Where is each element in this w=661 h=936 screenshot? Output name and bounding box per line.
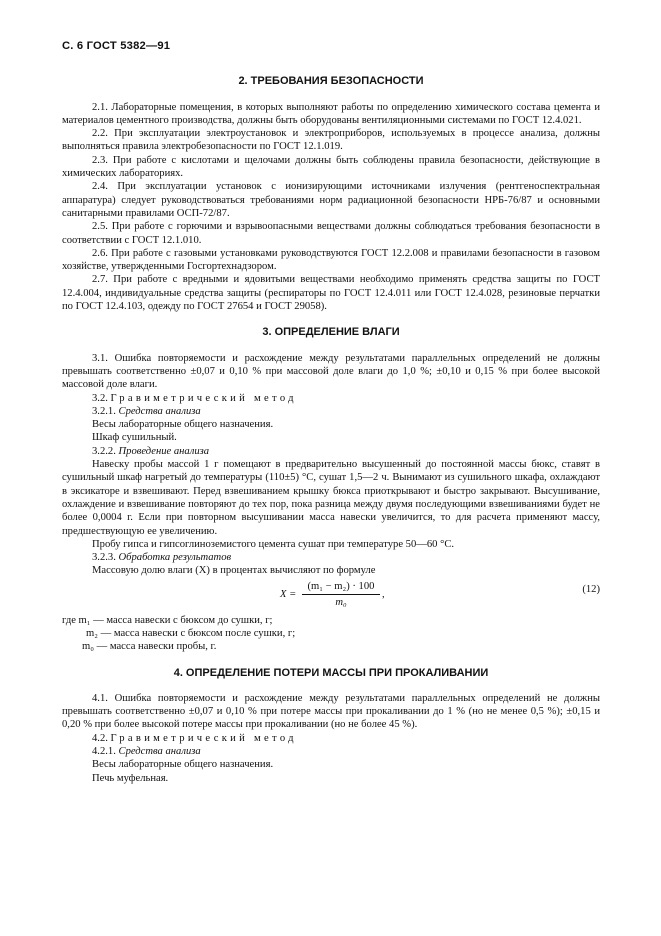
equipment-scales: Весы лабораторные общего назначения. <box>92 419 274 431</box>
paragraph-4-2-1 <box>62 745 600 758</box>
paragraph-3-2-3 <box>62 551 600 564</box>
clause-number: 3.2. <box>92 392 108 404</box>
document-page <box>62 40 600 785</box>
formula-number: (12) <box>582 583 600 595</box>
method-name: Гравиметрический метод <box>110 392 297 404</box>
equipment-oven: Шкаф сушильный. <box>92 432 177 444</box>
formula-lhs: X = <box>280 588 297 600</box>
procedure-text: Навеску пробы массой 1 г помещают в предварительно высушенный до постоянной массы бюкс, ставят в сушильный шкаф нагретый до температуры (110±5) °С, сушат 1,5—2 ч. Вынимают из сушильного шкафа, охлаждают в эксикаторе и взвешивают. Перед взвешиванием крышку бюкса приоткрывают и быстро закрывают. Высушивание, охлаждение и взвешивание повторяют до тех пор, пока разница между двумя последующими взвешиваниями будет не более 0,0004 г. Если при повторном высушивании масса навески увеличится, то для расчета применяют массу, предшествующую ее увеличению. <box>62 459 600 537</box>
paragraph-2-6: 2.6. При работе с газовыми установками руководствуются ГОСТ 12.2.008 и правилами безопасности в газовом хозяйстве, утвержденными Госгортехнадзором. <box>62 247 600 273</box>
legend-m2: m₂ — масса навески с бюксом после сушки, г; <box>86 627 296 639</box>
section-2-title: 2. ТРЕБОВАНИЯ БЕЗОПАСНОСТИ <box>238 75 424 88</box>
formula-fraction <box>302 580 380 610</box>
clause-title: Проведение анализа <box>118 445 210 457</box>
paragraph-2-4: 2.4. При эксплуатации установок с ионизирующими источниками излучения (рентгеноспектральная аппаратура) следует руководствоваться требованиями норм радиационной безопасности НРБ-76/87 и основными санитарными правилами ОСП-72/87. <box>62 181 600 219</box>
paragraph-4-1: 4.1. Ошибка повторяемости и расхождение между результатами параллельных определений не должны превышать соответственно ±0,07 и 0,10 % при потере массы при прокаливании до 1 % (но не менее 0,5 %); ±0,15 и 0,20 % при более высокой потере массы при прокаливании (но не более 45 %). <box>62 692 600 731</box>
section-4-title: 4. ОПРЕДЕЛЕНИЕ ПОТЕРИ МАССЫ ПРИ ПРОКАЛИВАНИИ <box>173 666 489 679</box>
section-3-title: 3. ОПРЕДЕЛЕНИЕ ВЛАГИ <box>262 326 400 339</box>
formula-comma: , <box>382 588 385 600</box>
calculation-intro: Массовую долю влаги (X) в процентах вычисляют по формуле <box>92 565 376 577</box>
clause-number: 4.2.1. <box>92 746 116 758</box>
moisture-formula <box>62 580 600 612</box>
paragraph-3-1: 3.1. Ошибка повторяемости и расхождение между результатами параллельных определений не должны превышать соответственно ±0,07 и 0,10 % при массовой доле влаги до 1,0 %; ±0,10 и 0,15 % при более высокой массовой доле влаги. <box>62 352 600 391</box>
paragraph-2-1: 2.1. Лабораторные помещения, в которых выполняют работы по определению химического состава цемента и материалов цементного производства, должны быть оборудованы вентиляционными системами по ГОСТ 12.4.021. <box>62 101 600 126</box>
formula-numerator: (m₁ − m₂) · 100 <box>302 580 380 595</box>
legend-m0: m₀ — масса навески пробы, г. <box>82 641 217 653</box>
page-header: С. 6 ГОСТ 5382—91 <box>62 40 171 52</box>
clause-number: 4.2. <box>92 732 108 744</box>
formula-denominator: m₀ <box>335 596 347 608</box>
paragraph-2-5: 2.5. При работе с горючими и взрывоопасными веществами должны соблюдаться требования безопасности в соответствии с ГОСТ 12.1.010. <box>62 221 600 246</box>
clause-title: Средства анализа <box>118 405 201 417</box>
method-name: Гравиметрический метод <box>110 732 297 744</box>
legend-m1: где m₁ — масса навески с бюксом до сушки, г; <box>62 614 273 626</box>
clause-title: Средства анализа <box>118 746 201 758</box>
equipment-scales-2: Весы лабораторные общего назначения. <box>92 759 274 771</box>
clause-number: 3.2.2. <box>92 445 116 457</box>
clause-title: Обработка результатов <box>118 552 232 564</box>
clause-number: 3.2.3. <box>92 552 116 564</box>
paragraph-2-7: 2.7. При работе с вредными и ядовитыми веществами необходимо применять средства защиты по ГОСТ 12.4.004, индивидуальные средства защиты (респираторы по ГОСТ 12.4.011 или ГОСТ 12.4.028, резиновые перчатки по ГОСТ 12.4.103, одежду по ГОСТ 27654 и ГОСТ 29058). <box>62 274 600 313</box>
paragraph-2-2: 2.2. При эксплуатации электроустановок и электроприборов, используемых в процессе анализа, должны выполняться правила электробезопасности по ГОСТ 12.1.019. <box>62 128 600 153</box>
equipment-furnace: Печь муфельная. <box>92 772 169 784</box>
paragraph-4-2 <box>62 732 600 745</box>
paragraph-3-2 <box>62 392 600 405</box>
formula-legend <box>62 614 600 654</box>
paragraph-2-3: 2.3. При работе с кислотами и щелочами должны быть соблюдены правила безопасности, действующие в химических лабораториях. <box>62 154 600 180</box>
clause-number: 3.2.1. <box>92 405 116 417</box>
paragraph-3-2-2 <box>62 445 600 458</box>
paragraph-3-2-1 <box>62 405 600 418</box>
gypsum-note: Пробу гипса и гипсоглиноземистого цемента сушат при температуре 50—60 °С. <box>92 538 455 550</box>
